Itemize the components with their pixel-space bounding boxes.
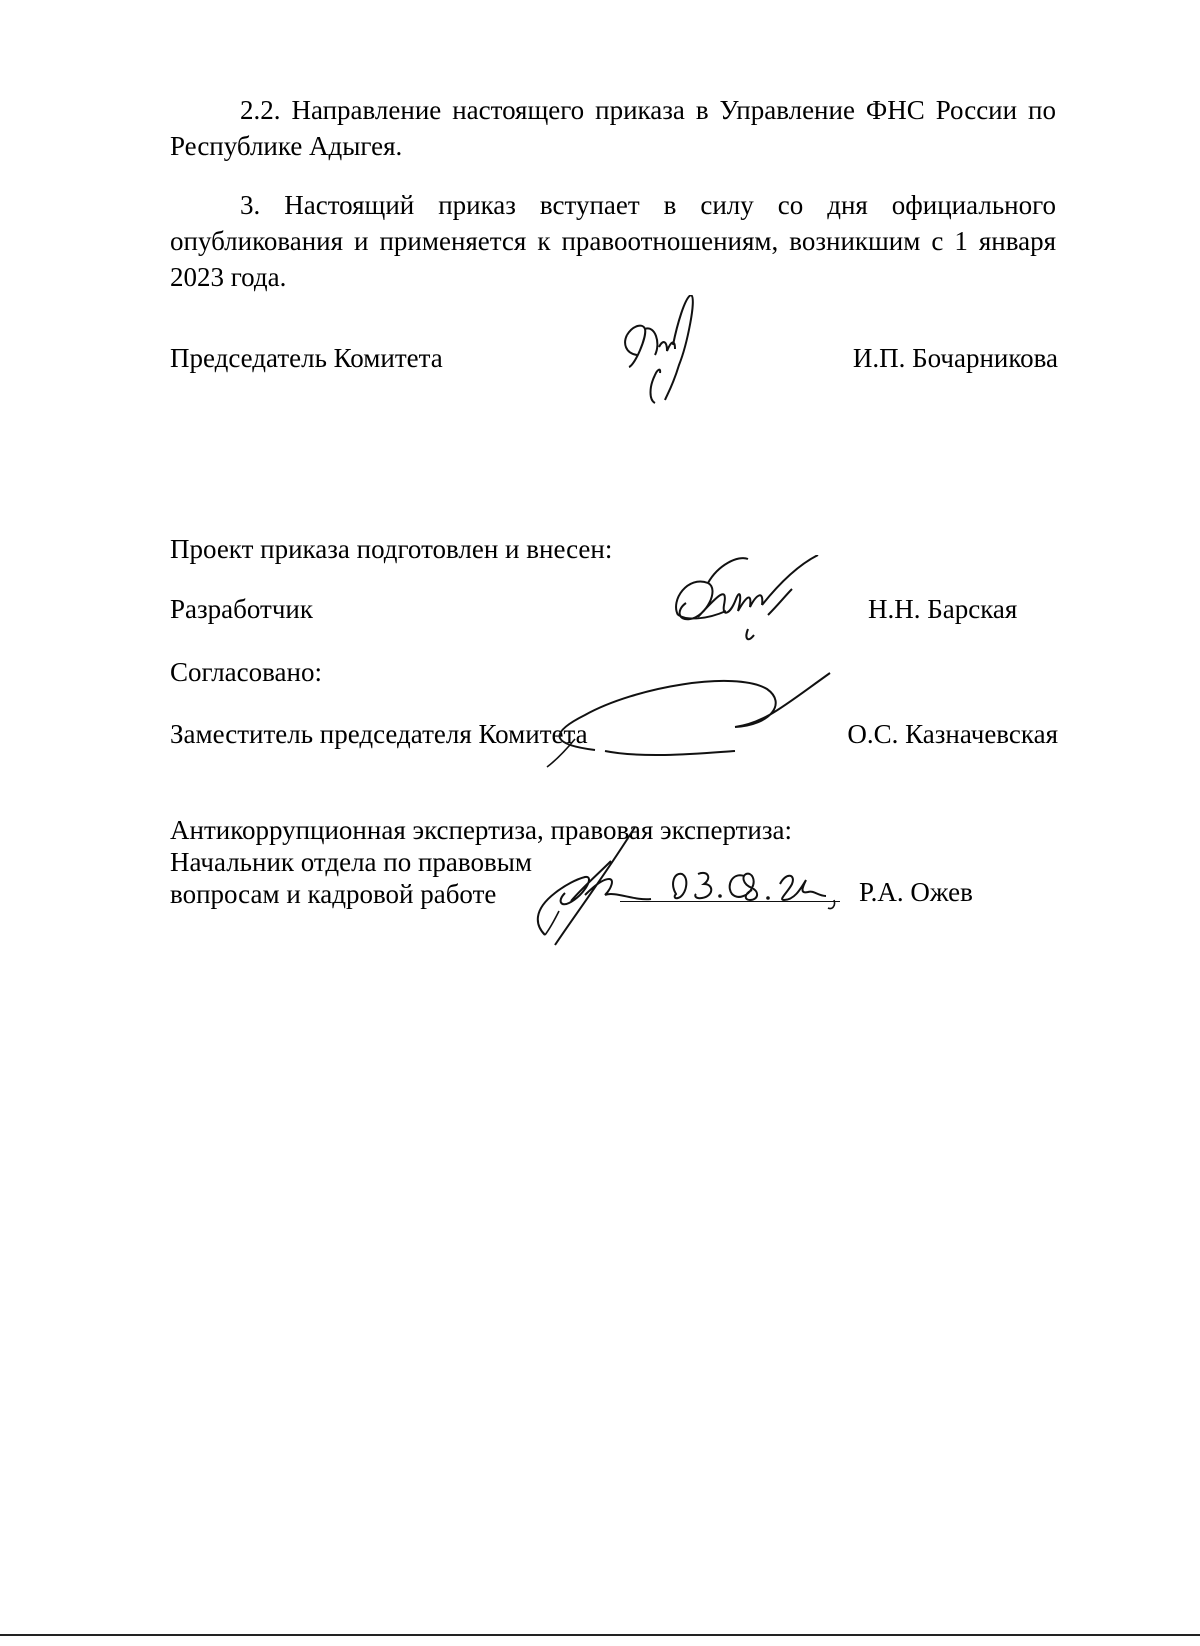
chair-title: Председатель Комитета: [170, 343, 443, 373]
head-title-line-1: Начальник отдела по правовым: [170, 847, 532, 877]
project-label: Проект приказа подготовлен и внесен:: [170, 534, 613, 564]
deputy-title: Заместитель председателя Комитета: [170, 719, 588, 749]
developer-signature: [668, 555, 828, 645]
signature-line: [620, 901, 840, 902]
handwritten-date: [668, 866, 848, 910]
paragraph-3: 3. Настоящий приказ вступает в силу со дня официального опубликования и применяется к правоотношениям, возникшим с 1 января 2023 года.: [170, 190, 1056, 292]
head-title-line-2: вопросам и кадровой работе: [170, 879, 497, 909]
deputy-name: О.С. Казначевская: [847, 719, 1058, 749]
head-name: Р.А. Ожев: [859, 877, 973, 907]
developer-title: Разработчик: [170, 594, 313, 624]
developer-name: Н.Н. Барская: [868, 594, 1018, 624]
paragraph-2-2: 2.2. Направление настоящего приказа в Управление ФНС России по Республике Адыгея.: [170, 95, 1056, 161]
agreed-label: Согласовано:: [170, 657, 322, 687]
footer-rule: [0, 1634, 1200, 1636]
chair-name: И.П. Бочарникова: [852, 343, 1058, 373]
expertise-label: Антикоррупционная экспертиза, правовая экспертиза:: [170, 815, 793, 845]
chair-signature: [615, 295, 710, 425]
